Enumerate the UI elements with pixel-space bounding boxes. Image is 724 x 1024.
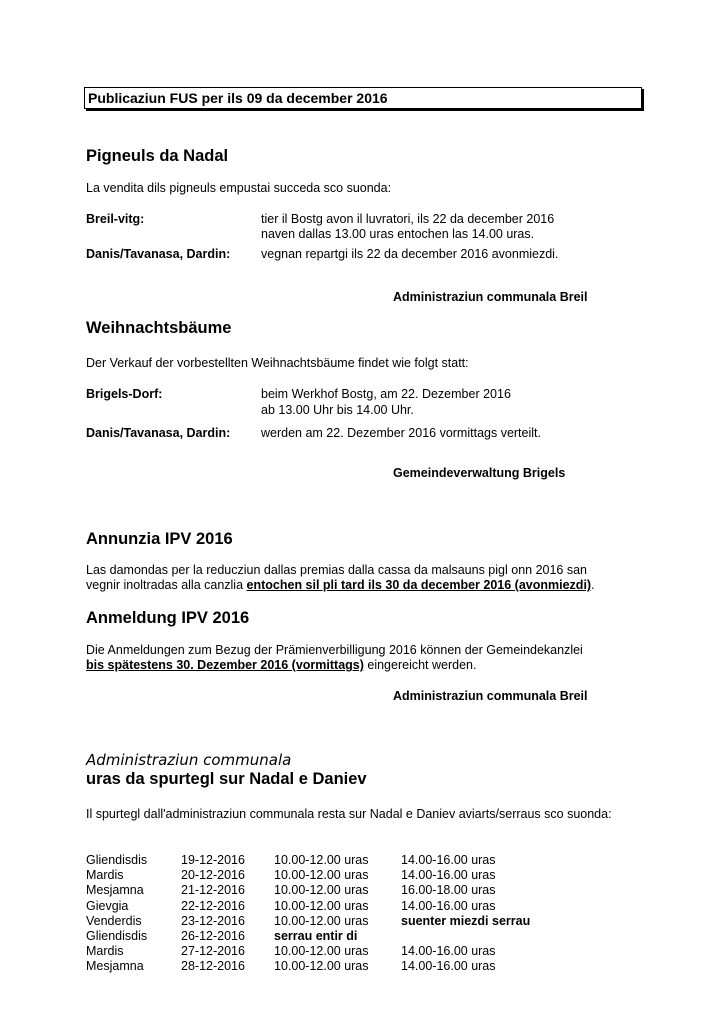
publication-title: Publicaziun FUS per ils 09 da december 2016 (88, 90, 388, 106)
annunzia-deadline: entochen sil pli tard ils 30 da december 2016 (avonmiezdi) (246, 578, 592, 592)
location-detail-brigels-1: beim Werkhof Bostg, am 22. Dezember 2016 (261, 387, 511, 401)
schedule-morning-cell: serrau entir di (274, 929, 358, 943)
signature-breil-1: Administraziun communala Breil (393, 290, 588, 304)
schedule-afternoon-cell: 14.00-16.00 uras (401, 853, 496, 867)
schedule-day-cell: Venderdis (86, 913, 142, 928)
location-detail-danis-de: werden am 22. Dezember 2016 vormittags verteilt. (261, 426, 541, 440)
annunzia-text-prefix: vegnir inoltradas alla canzlia (86, 578, 247, 592)
schedule-afternoon-cell: 14.00-16.00 uras (401, 959, 496, 974)
location-label-danis-de: Danis/Tavanasa, Dardin: (86, 426, 231, 440)
schedule-morning-cell: 10.00-12.00 uras (274, 913, 369, 928)
schedule-morning-cell: 10.00-12.00 uras (274, 883, 369, 898)
location-label-danis: Danis/Tavanasa, Dardin: (86, 247, 231, 261)
location-detail-breil-2: naven dallas 13.00 uras entochen las 14.00 uras. (261, 227, 535, 241)
anmeldung-text-line2 (86, 658, 476, 672)
schedule-day-cell: Mesjamna (86, 959, 144, 974)
schedule-date-cell: 22-12-2016 (181, 898, 245, 913)
schedule-date-cell: 27-12-2016 (181, 944, 245, 959)
publication-header (84, 87, 642, 109)
opening-hours-intro: Il spurtegl dall'administraziun communala resta sur Nadal e Daniev aviarts/serraus sco suonda: (86, 807, 612, 821)
signature-breil-2: Administraziun communala Breil (393, 689, 588, 703)
schedule-day-cell: Gliendisdis (86, 929, 148, 943)
section-title-annunzia: Annunzia IPV 2016 (86, 530, 233, 548)
section-intro-pigneuls: La vendita dils pigneuls empustai succeda sco suonda: (86, 181, 392, 195)
schedule-morning-cell: 10.00-12.00 uras (274, 944, 369, 959)
anmeldung-text-line1: Die Anmeldungen zum Bezug der Prämienverbilligung 2016 können der Gemeindekanzlei (86, 643, 583, 657)
schedule-day-cell: Mesjamna (86, 883, 144, 898)
anmeldung-deadline: bis spätestens 30. Dezember 2016 (vormittags) (86, 658, 364, 672)
location-detail-brigels-2: ab 13.00 Uhr bis 14.00 Uhr. (261, 403, 414, 417)
location-label-brigels: Brigels-Dorf: (86, 387, 163, 401)
section-title-anmeldung: Anmeldung IPV 2016 (86, 609, 250, 627)
schedule-day-cell: Gliendisdis (86, 853, 148, 867)
schedule-date-cell: 28-12-2016 (181, 959, 245, 974)
schedule-date-cell: 20-12-2016 (181, 868, 245, 883)
schedule-morning-cell: 10.00-12.00 uras (274, 959, 369, 974)
section-title-uras: uras da spurtegl sur Nadal e Daniev (86, 770, 367, 788)
schedule-morning-cell: 10.00-12.00 uras (274, 868, 369, 883)
schedule-date-cell: 21-12-2016 (181, 883, 245, 898)
schedule-morning-cell: 10.00-12.00 uras (274, 898, 369, 913)
section-title-administraziun: Administraziun communala (86, 751, 292, 769)
schedule-afternoon-cell: 14.00-16.00 uras (401, 868, 496, 883)
section-intro-weihnachtsbaeume: Der Verkauf der vorbestellten Weihnachtsbäume findet wie folgt statt: (86, 356, 469, 370)
section-title-pigneuls: Pigneuls da Nadal (86, 147, 229, 165)
schedule-afternoon-cell: 14.00-16.00 uras (401, 898, 496, 913)
schedule-date-cell: 26-12-2016 (181, 929, 245, 943)
signature-brigels: Gemeindeverwaltung Brigels (393, 466, 566, 480)
location-label-breil: Breil-vitg: (86, 212, 145, 226)
schedule-date-cell: 23-12-2016 (181, 913, 245, 928)
annunzia-text-suffix: . (591, 578, 595, 592)
schedule-morning-cell: 10.00-12.00 uras (274, 853, 369, 867)
section-title-weihnachtsbaeume: Weihnachtsbäume (86, 319, 232, 337)
schedule-day-cell: Mardis (86, 868, 124, 883)
annunzia-text-line1: Las damondas per la reducziun dallas premias dalla cassa da malsauns pigl onn 2016 san (86, 563, 588, 577)
schedule-day-cell: Gievgia (86, 898, 129, 913)
annunzia-text-line2 (86, 578, 595, 592)
schedule-afternoon-cell: 14.00-16.00 uras (401, 944, 496, 959)
schedule-afternoon-cell: suenter miezdi serrau (401, 913, 531, 928)
location-detail-breil-1: tier il Bostg avon il luvratori, ils 22 da december 2016 (261, 212, 555, 226)
anmeldung-text-suffix: eingereicht werden. (363, 658, 477, 672)
schedule-afternoon-cell: 16.00-18.00 uras (401, 883, 496, 898)
location-detail-danis: vegnan repartgi ils 22 da december 2016 avonmiezdi. (261, 247, 559, 261)
schedule-day-cell: Mardis (86, 944, 124, 959)
schedule-date-cell: 19-12-2016 (181, 853, 245, 867)
